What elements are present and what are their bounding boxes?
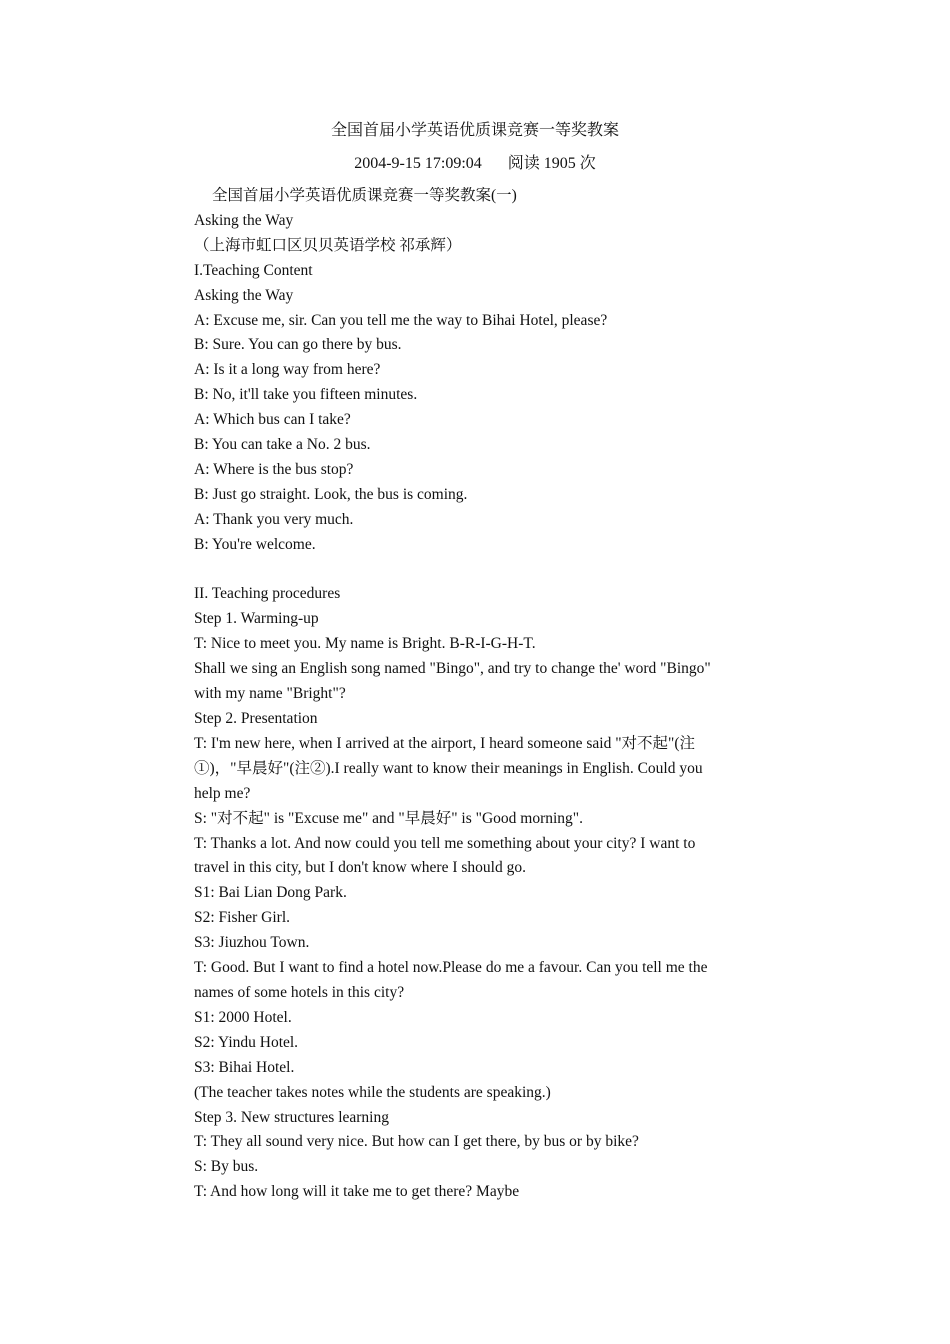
text-line: S3: Jiuzhou Town. (194, 934, 310, 952)
text-line: names of some hotels in this city? (194, 983, 405, 1001)
step-heading: Step 2. Presentation (194, 710, 318, 728)
dialogue-line: B: Just go straight. Look, the bus is coming. (194, 485, 468, 503)
dialogue-line: A: Which bus can I take? (194, 411, 351, 429)
section-heading: II. Teaching procedures (194, 585, 341, 603)
lesson-heading: 全国首届小学英语优质课竞赛一等奖教案(一) (212, 187, 517, 204)
dialogue-line: B: Sure. You can go there by bus. (194, 336, 402, 354)
text-line: T: I'm new here, when I arrived at the airport, I heard someone said "对不起"(注 (194, 734, 696, 752)
text-line: Shall we sing an English song named "Bingo", and try to change the' word "Bingo" (194, 660, 711, 678)
text-line: T: Thanks a lot. And now could you tell me something about your city? I want to (194, 834, 696, 852)
blank-line (194, 558, 764, 583)
text-line: S: "对不起" is "Excuse me" and "早晨好" is "Good morning". (194, 809, 584, 827)
text-line: help me? (194, 784, 251, 802)
author-line: （上海市虹口区贝贝英语学校 祁承辉） (194, 236, 462, 254)
dialogue-line: B: You can take a No. 2 bus. (194, 436, 371, 454)
document-body (194, 184, 764, 1205)
section-heading: I.Teaching Content (194, 261, 313, 279)
text-line: S: By bus. (194, 1158, 259, 1176)
step-heading: Step 1. Warming-up (194, 610, 319, 628)
dialogue-line: A: Thank you very much. (194, 510, 354, 528)
text-line: S1: 2000 Hotel. (194, 1008, 292, 1026)
text-line: with my name "Bright"? (194, 685, 346, 703)
document-meta (0, 154, 950, 174)
dialogue-line: A: Is it a long way from here? (194, 361, 381, 379)
text-line: T: Good. But I want to find a hotel now.Please do me a favour. Can you tell me the (194, 959, 708, 977)
dialogue-line: A: Excuse me, sir. Can you tell me the way to Bihai Hotel, please? (194, 311, 608, 329)
text-line: S2: Yindu Hotel. (194, 1033, 299, 1051)
dialogue-line: A: Where is the bus stop? (194, 460, 354, 478)
text-line: T: And how long will it take me to get there? Maybe (194, 1183, 520, 1201)
lesson-title: Asking the Way (194, 211, 294, 229)
step-heading: Step 3. New structures learning (194, 1108, 389, 1126)
dialogue-line: B: You're welcome. (194, 535, 316, 553)
text-line: S2: Fisher Girl. (194, 909, 291, 927)
post-datetime: 2004-9-15 17:09:04 (354, 155, 482, 172)
text-line: S3: Bihai Hotel. (194, 1058, 295, 1076)
document-title: 全国首届小学英语优质课竞赛一等奖教案 (330, 122, 619, 139)
dialogue-line: B: No, it'll take you fifteen minutes. (194, 386, 418, 404)
text-line: T: They all sound very nice. But how can I get there, by bus or by bike? (194, 1133, 639, 1151)
text-line: travel in this city, but I don't know where I should go. (194, 859, 526, 877)
text-line: (The teacher takes notes while the students are speaking.) (194, 1083, 551, 1101)
text-line: Asking the Way (194, 286, 294, 304)
text-line: S1: Bai Lian Dong Park. (194, 884, 347, 902)
text-line: ①)，"早晨好"(注②).I really want to know their meanings in English. Could you (194, 759, 703, 777)
read-count: 阅读 1905 次 (507, 155, 596, 172)
text-line: T: Nice to meet you. My name is Bright. B-R-I-G-H-T. (194, 635, 536, 653)
